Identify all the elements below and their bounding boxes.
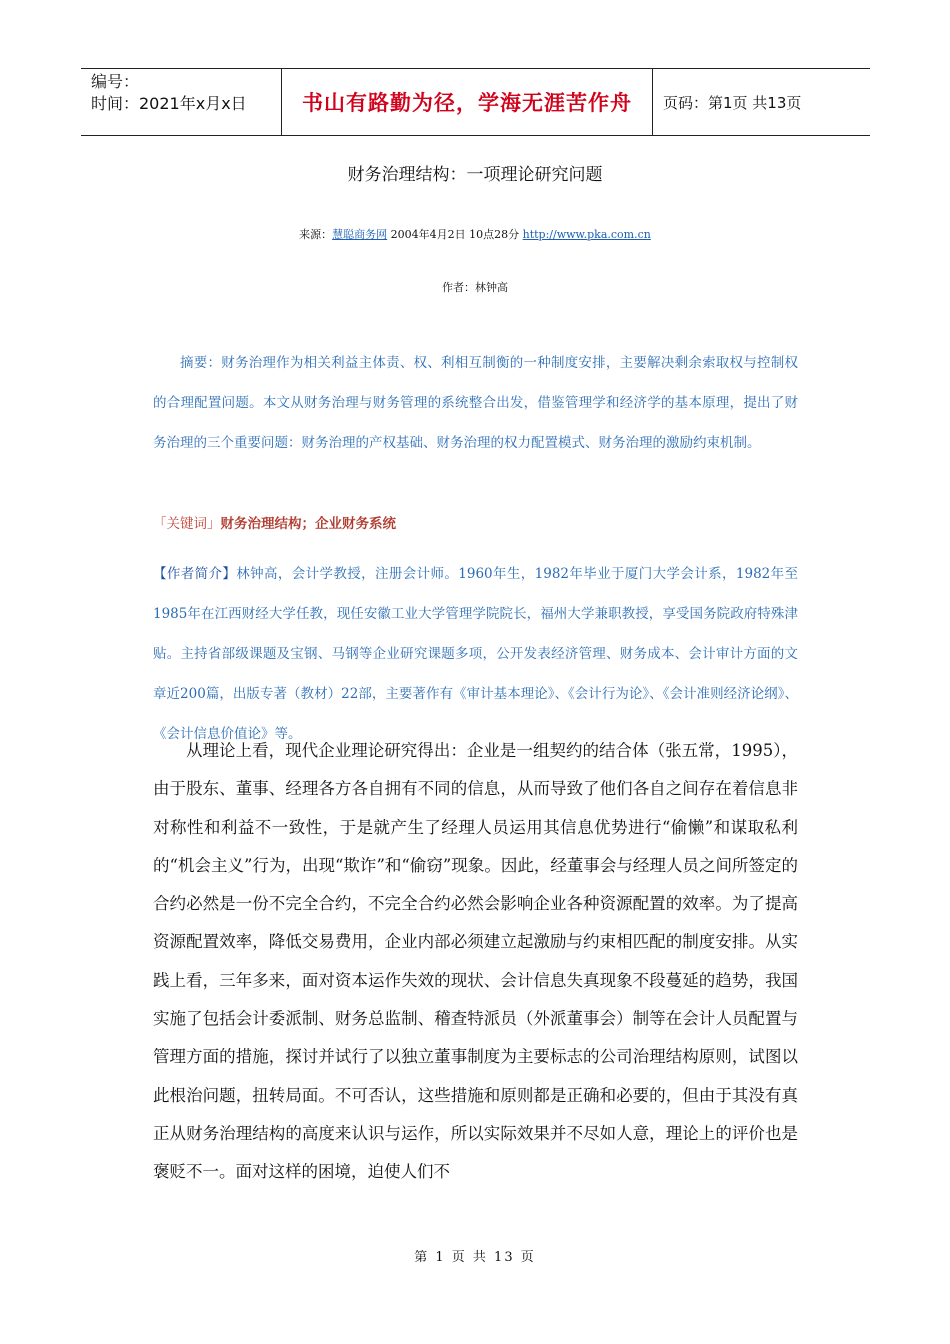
header-motto: 书山有路勤为径，学海无涯苦作舟	[281, 69, 653, 135]
abstract-text: 摘要：财务治理作为相关利益主体责、权、利相互制衡的一种制度安排，主要解决剩余索取权与控制权的合理配置问题。本文从财务治理与财务管理的系统整合出发，借鉴管理学和经济学的基本原理，提出了财务治理的三个重要问题：财务治理的产权基础、财务治理的权力配置模式、财务治理的激励约束机制。	[153, 355, 798, 451]
keywords-value: 财务治理结构；企业财务系统	[220, 516, 396, 532]
abstract	[153, 343, 798, 463]
author-bio	[153, 554, 798, 754]
page-footer: 第 1 页 共 13 页	[414, 1250, 536, 1265]
bio-label: 【作者简介】	[153, 566, 237, 582]
source-url-link[interactable]: http://www.pka.com.cn	[522, 228, 651, 241]
body-paragraph: 从理论上看，现代企业理论研究得出：企业是一组契约的结合体（张五常，1995），由于股东、董事、经理各方各自拥有不同的信息，从而导致了他们各自之间存在着信息非对称性和利益不一致性，于是就产生了经理人员运用其信息优势进行“偷懒”和谋取私利的“机会主义”行为，出现“欺诈”和“偷窃”现象。因此，经董事会与经理人员之间所签定的合约必然是一份不完全合约，不完全合约必然会影响企业各种资源配置的效率。为了提高资源配置效率，降低交易费用，企业内部必须建立起激励与约束相匹配的制度安排。从实践上看，三年多来，面对资本运作失效的现状、会计信息失真现象不段蔓延的趋势，我国实施了包括会计委派制、财务总监制、稽查特派员（外派董事会）制等在会计人员配置与管理方面的措施，探讨并试行了以独立董事制度为主要标志的公司治理结构原则，试图以此根治问题，扭转局面。不可否认，这些措施和原则都是正确和必要的，但由于其没有真正从财务治理结构的高度来认识与运作，所以实际效果并不尽如人意，理论上的评价也是褒贬不一。面对这样的困境，迫使人们不	[153, 741, 798, 1182]
header-page-info: 页码：第1页 共13页	[663, 93, 802, 112]
number-label: 编号：	[91, 72, 140, 91]
source-date: 2004年4月2日 10点28分	[390, 228, 520, 241]
header-meta	[81, 69, 281, 135]
bio-text: 林钟高，会计学教授，注册会计师。1960年生，1982年毕业于厦门大学会计系，1982年至1985年在江西财经大学任教，现任安徽工业大学管理学院院长，福州大学兼职教授，享受国务院政府特殊津贴。主持省部级课题及宝钢、马钢等企业研究课题多项，公开发表经济管理、财务成本、会计审计方面的文章近200篇，出版专著（教材）22部，主要著作有《审计基本理论》、《会计行为论》、《会计准则经济论纲》、《会计信息价值论》等。	[153, 566, 798, 742]
source-prefix: 来源：	[299, 228, 333, 241]
article-author: 作者：林钟高	[442, 281, 508, 294]
body-section	[153, 732, 798, 1192]
article-title: 财务治理结构：一项理论研究问题	[347, 165, 603, 185]
time-label: 时间：2021年x月x日	[91, 94, 247, 113]
document-header	[81, 68, 870, 136]
source-site-link[interactable]: 慧聪商务网	[332, 228, 388, 241]
keywords-label: 「关键词」	[153, 516, 221, 532]
article-source	[0, 226, 950, 242]
keywords	[153, 512, 396, 532]
